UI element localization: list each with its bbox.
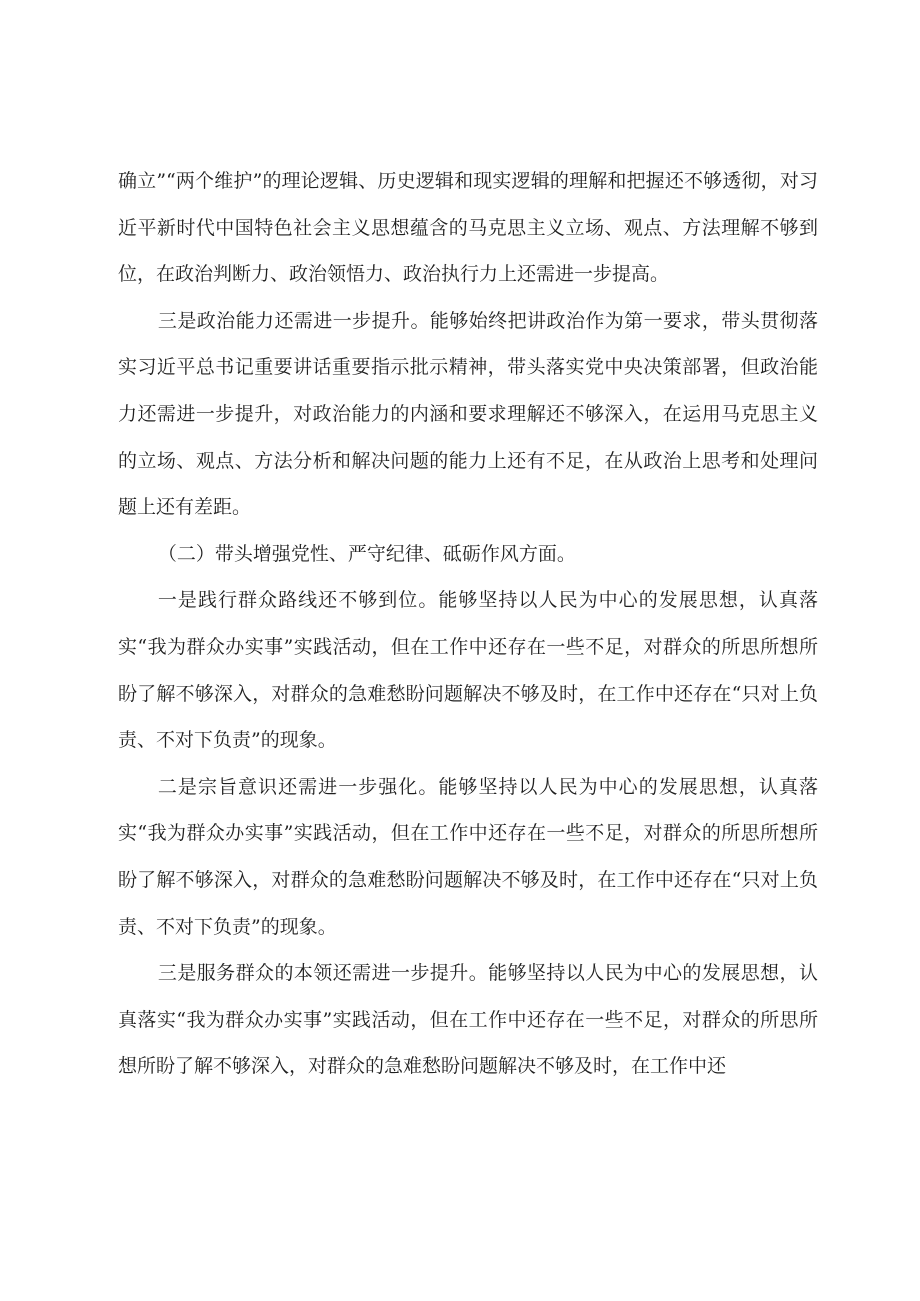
section-heading: （二）带头增强党性、严守纪律、砥砺作风方面。 [157, 542, 576, 565]
document-body [118, 158, 818, 1090]
paragraph-service-ability: 三是服务群众的本领还需进一步提升。能够坚持以人民为中心的发展思想，认真落实“我为群众办实事”实践活动，但在工作中还存在一些不足，对群众的所思所想所盼了解不够深入，对群众的急难愁盼问题解决不够及时，在工作中还 [118, 962, 818, 1078]
paragraph-political-ability: 三是政治能力还需进一步提升。能够始终把讲政治作为第一要求，带头贯彻落实习近平总书记重要讲话重要指示批示精神，带头落实党中央决策部署，但政治能力还需进一步提升，对政治能力的内涵和要求理解还不够深入，在运用马克思主义的立场、观点、方法分析和解决问题的能力上还有不足，在从政治上思考和处理问题上还有差距。 [118, 309, 818, 519]
paragraph-continuation: 确立”“两个维护”的理论逻辑、历史逻辑和现实逻辑的理解和把握还不够透彻，对习近平新时代中国特色社会主义思想蕴含的马克思主义立场、观点、方法理解不够到位，在政治判断力、政治领悟力、政治执行力上还需进一步提高。 [118, 170, 818, 286]
paragraph-purpose-awareness: 二是宗旨意识还需进一步强化。能够坚持以人民为中心的发展思想，认真落实“我为群众办实事”实践活动，但在工作中还存在一些不足，对群众的所思所想所盼了解不够深入，对群众的急难愁盼问题解决不够及时，在工作中还存在“只对上负责、不对下负责”的现象。 [118, 775, 818, 938]
paragraph-mass-line: 一是践行群众路线还不够到位。能够坚持以人民为中心的发展思想，认真落实“我为群众办实事”实践活动，但在工作中还存在一些不足，对群众的所思所想所盼了解不够深入，对群众的急难愁盼问题解决不够及时，在工作中还存在“只对上负责、不对下负责”的现象。 [118, 589, 818, 752]
